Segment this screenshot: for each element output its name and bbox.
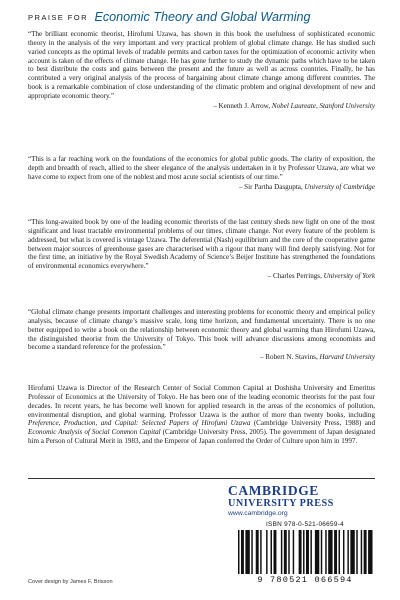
quote-affiliation: Nobel Laureate, Stanford University (271, 101, 375, 110)
barcode-bar (293, 530, 294, 574)
barcode-bar (303, 530, 304, 574)
bio-part: Hirofumi Uzawa is Director of the Research Center of Social Common Capital at Doshisha University and Emeritus Professor of Economics at the University of Tokyo. He has been one of the leading economic theorists for the past four decades. In recent years, he has become well known for applied research in the areas of the economics of pollution, environmental disruption, and global warming. Professor Uzawa is the author of more than twenty books, including (28, 384, 375, 419)
publisher-logo (228, 484, 386, 518)
quote-author: – Robert N. Stavins, (259, 353, 318, 362)
barcode-bar (271, 530, 272, 574)
bio-part: (Cambridge University Press, 2005). The government of Japan designated him a Person of Cultural Merit in 1983, and the Emperor of Japan conferred the Order of Culture upon him in 1997. (28, 428, 376, 446)
barcode-bar (343, 530, 344, 574)
divider (28, 478, 375, 479)
quote-author: – Charles Perrings, (267, 272, 322, 281)
bio-book-title: Economic Analysis of Social Common Capital (28, 428, 161, 437)
praise-heading (28, 8, 311, 26)
isbn-number: 9 780521 066594 (257, 575, 353, 585)
barcode-bar (310, 530, 311, 574)
quote-affiliation: University of Cambridge (304, 182, 375, 191)
barcode-bar (260, 530, 261, 574)
barcode-bar (256, 530, 259, 574)
barcode-bar (356, 530, 357, 574)
quote-author: – Kenneth J. Arrow, (213, 101, 271, 110)
barcode-bar (350, 530, 354, 574)
barcode (228, 521, 382, 585)
barcode-bar (364, 530, 367, 574)
barcode-bar (238, 530, 239, 574)
author-bio (28, 384, 375, 446)
barcode-bar (339, 530, 340, 574)
quote-attribution (28, 183, 375, 192)
quote-perrings (28, 218, 375, 281)
publisher-name-line2: UNIVERSITY PRESS (228, 498, 334, 509)
barcode-bar (325, 530, 326, 574)
barcode-bar (284, 530, 287, 574)
book-title: Economic Theory and Global Warming (94, 10, 311, 24)
barcode-bar (334, 530, 337, 574)
quote-arrow (28, 30, 375, 111)
publisher-name-line1: CAMBRIDGE (228, 483, 319, 498)
quote-text: “Global climate change presents important challenges and interesting problems for economic theory and empirical policy analysis, because of climate change’s massive scale, long time horizon, and fundamental uncertainty. There is no one better equipped to write a book on the relationship between economic theory and global warming than Hirofumi Uzawa, the distinguished theorist from the University of Tokyo. This book will advance discussions among economists and become a standard reference for the profession.” (28, 308, 375, 352)
author-bio-text (28, 384, 375, 446)
barcode-bar (315, 530, 319, 574)
cover-designer: James F. Brisson (69, 579, 113, 585)
quote-attribution (28, 272, 375, 281)
cover-design-prefix: Cover design by (28, 579, 69, 585)
quote-attribution (28, 102, 375, 111)
barcode-bar (306, 530, 309, 574)
quote-text: “The brilliant economic theorist, Hirofumi Uzawa, has shown in this book the usefulness of sophisticated economic theory in the analysis of the very important and very practical problem of global climate change. He has studied such varied concepts as the optimal levels of tradable permits and carbon taxes for the optimization of economic activity when account is taken of the effects of climate change. He has gone further to study the dynamic paths which have to be taken to best distribute the costs and gains between the present and the future as well as across countries. Finally, he has contributed a very original analysis of the process of bargaining about climate change among different countries. The book is a remarkable combination of close understanding of the climatic problem and original development of new and appropriate economic theory.” (28, 30, 375, 100)
barcode-bar (245, 530, 249, 574)
barcode-bar (273, 530, 276, 574)
quote-dasgupta (28, 155, 375, 191)
barcode-bar (328, 530, 332, 574)
bio-book-title: Preference, Production, and Capital: Selected Papers of Hirofumi Uzawa (28, 419, 251, 428)
barcode-bar (347, 530, 348, 574)
quote-author: – Sir Partha Dasgupta, (238, 182, 303, 191)
quote-text: “This is a far reaching work on the foundations of the economics for global public goods. The clarity of exposition, the depth and breadth of reach, allied to the sheer elegance of the analysis undertaken in it by Professor Uzawa, are what we have come to expect from one of the noblest and most acute social scientists of our time.” (28, 155, 375, 181)
publisher-url: www.cambridge.org (228, 510, 288, 517)
quote-affiliation: Harvard University (319, 353, 375, 362)
barcode-bar (251, 530, 252, 574)
barcode-bar (241, 530, 244, 574)
quote-text: “This long-awaited book by one of the leading economic theorists of the last century sheds new light on one of the most significant and least tractable environmental problems of our times, climate change. Not every feature of the problem is addressed, but what is covered is vintage Uzawa. The deferential (Nash) equilibrium and the core of the cooperative game between major sources of greenhouse gases are characterised with a rigour that many will find deeply satisfying. Not for the first time, an initiative by the Royal Swedish Academy of Science’s Beijer Institute has strengthened the foundations of environmental economics everywhere.” (28, 218, 375, 271)
quote-affiliation: University of York (323, 272, 375, 281)
barcode-bar (299, 530, 302, 574)
barcode-bars (238, 530, 374, 574)
isbn-label: ISBN 978-0-521-06659-4 (265, 521, 344, 528)
bio-part: (Cambridge University Press, 1988) and (250, 419, 375, 428)
barcode-bar (321, 530, 322, 574)
barcode-bar (266, 530, 267, 574)
cover-design-credit (28, 579, 113, 585)
praise-label: PRAISE FOR (28, 13, 88, 22)
barcode-bar (368, 530, 372, 574)
quote-stavins (28, 308, 375, 362)
quote-attribution (28, 353, 375, 362)
barcode-bar (361, 530, 362, 574)
barcode-bar (288, 530, 289, 574)
barcode-bar (281, 530, 282, 574)
